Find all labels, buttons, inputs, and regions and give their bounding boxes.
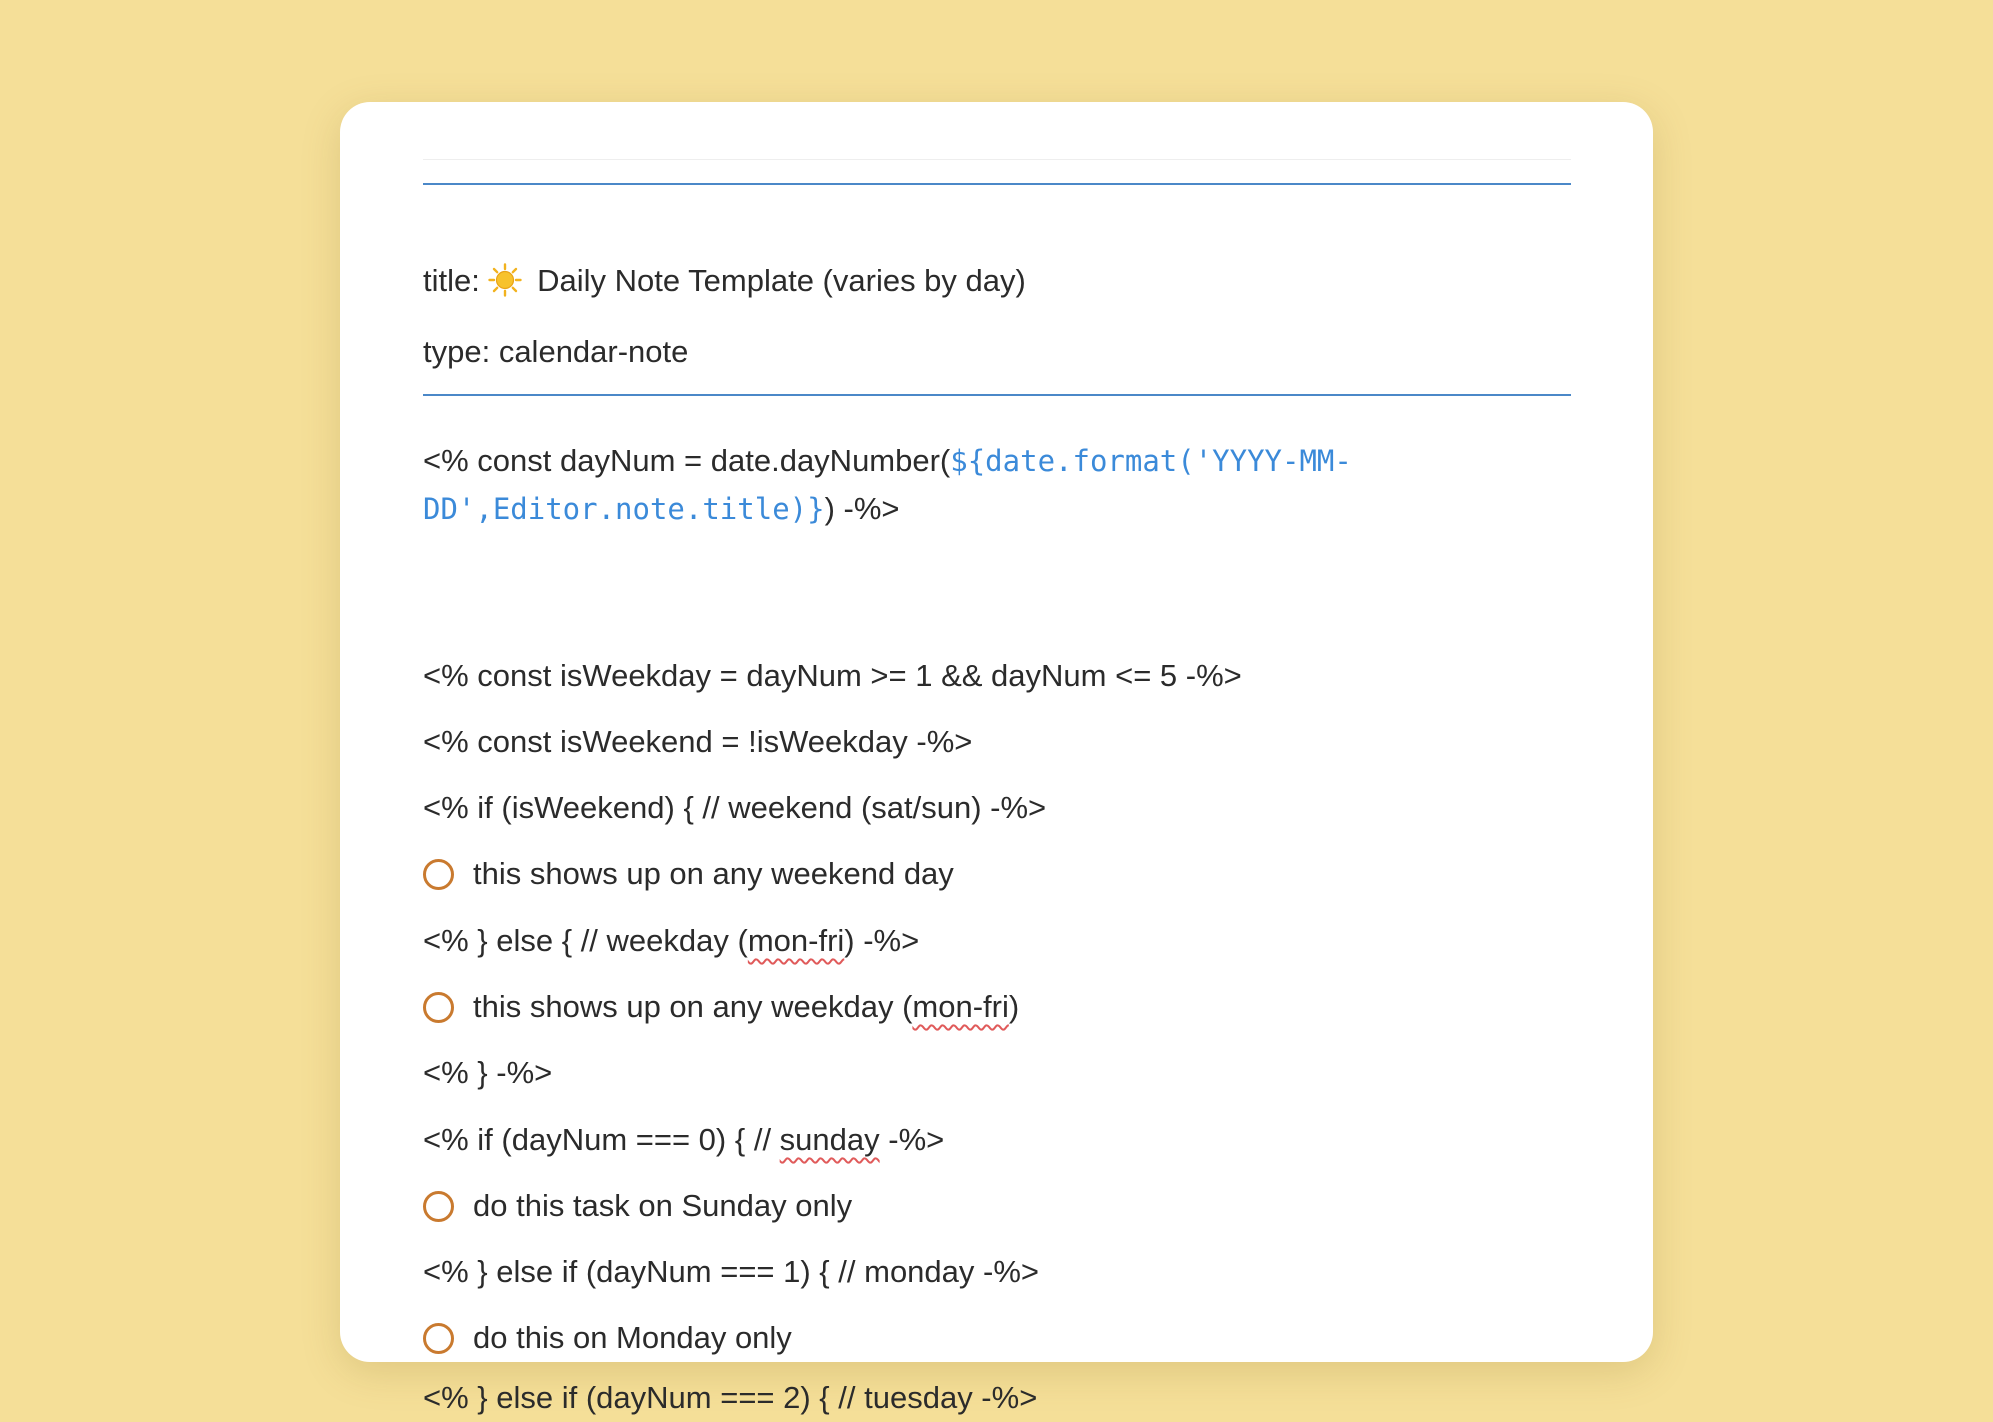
frontmatter-separator-top: [423, 183, 1571, 185]
task-sunday[interactable]: [423, 1182, 1621, 1230]
spellcheck-word[interactable]: sunday: [779, 1122, 880, 1157]
task-checkbox[interactable]: [423, 859, 454, 890]
task-text: this shows up on any weekend day: [473, 856, 954, 891]
task-text: do this on Monday only: [473, 1320, 792, 1355]
code-line-if-monday[interactable]: <% } else if (dayNum === 1) { // monday -%>: [423, 1254, 1040, 1289]
code-text: <% const dayNum = date.dayNumber(: [423, 443, 951, 478]
code-text: <% } else { // weekday (: [423, 923, 748, 958]
spellcheck-word[interactable]: mon-fri: [747, 923, 845, 958]
task-text: [473, 989, 1019, 1024]
frontmatter-separator-bottom: [423, 394, 1571, 396]
title-key: title:: [423, 263, 480, 298]
code-text: -%>: [879, 1122, 945, 1157]
task-checkbox[interactable]: [423, 992, 454, 1023]
code-text: ) -%>: [844, 923, 920, 958]
task-weekend[interactable]: [423, 850, 1621, 898]
code-line-daynum[interactable]: [423, 437, 1423, 533]
task-text-part: this shows up on any weekday (: [473, 989, 913, 1024]
note-editor-card: [340, 102, 1653, 1415]
code-text: ) -%>: [824, 491, 900, 526]
spellcheck-word[interactable]: mon-fri: [912, 989, 1009, 1024]
note-content[interactable]: [423, 102, 1571, 1415]
frontmatter-title-line[interactable]: [423, 257, 1571, 305]
code-text: <% if (dayNum === 0) { //: [423, 1122, 780, 1157]
code-line-if-tuesday[interactable]: <% } else if (dayNum === 2) { // tuesday -%>: [423, 1380, 1038, 1415]
sun-icon: [488, 263, 522, 297]
code-line-if-sunday[interactable]: [423, 1116, 1571, 1164]
top-divider: [423, 159, 1571, 160]
code-line-if-weekend[interactable]: <% if (isWeekend) { // weekend (sat/sun) -%>: [423, 790, 1047, 825]
frontmatter-type-line[interactable]: type: calendar-note: [423, 334, 689, 369]
template-expression: ${date.format('YYYY-MM-DD',Editor.note.title)}: [423, 444, 1352, 526]
task-monday[interactable]: [423, 1314, 1621, 1362]
code-line-close[interactable]: <% } -%>: [423, 1055, 553, 1090]
task-weekday[interactable]: [423, 983, 1621, 1031]
task-checkbox[interactable]: [423, 1323, 454, 1354]
title-value: Daily Note Template (varies by day): [537, 263, 1026, 298]
code-line-else-weekday[interactable]: [423, 917, 1571, 965]
code-line-isweekday[interactable]: <% const isWeekday = dayNum >= 1 && dayNum <= 5 -%>: [423, 658, 1242, 693]
code-line-isweekend[interactable]: <% const isWeekend = !isWeekday -%>: [423, 724, 973, 759]
task-text: do this task on Sunday only: [473, 1188, 853, 1223]
task-checkbox[interactable]: [423, 1191, 454, 1222]
task-text-part: ): [1008, 989, 1020, 1024]
